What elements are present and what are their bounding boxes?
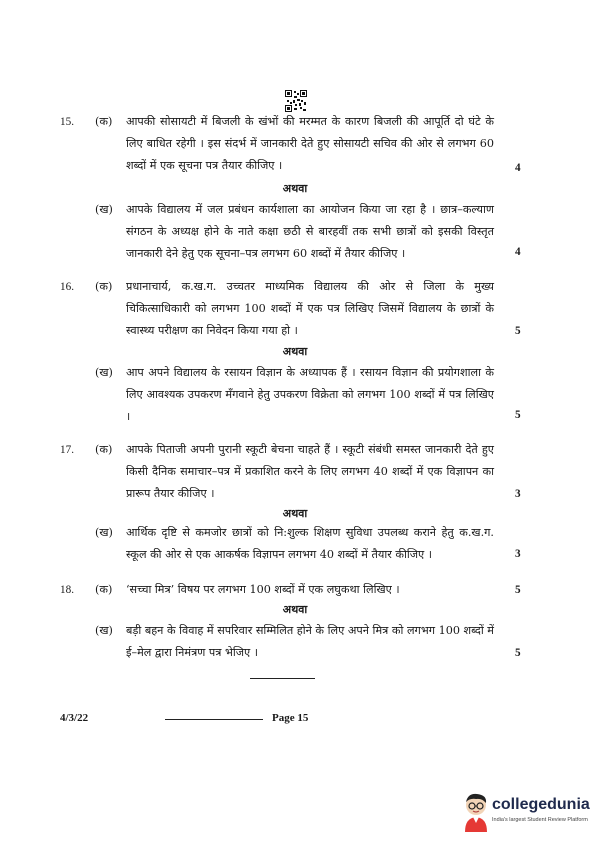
question-17 bbox=[60, 439, 530, 569]
question-18 bbox=[60, 579, 530, 669]
marks: 5 bbox=[515, 409, 521, 421]
question-text: आपकी सोसायटी में बिजली के खंभों की मरम्मत के कारण बिजली की आपूर्ति दो घंटे के लिए बाधित रहेगी । इस संदर्भ में जानकारी देते हुए सोसायटी सचिव की ओर से लगभग 60 शब्दों में एक सूचना पत्र तैयार कीजिए । bbox=[126, 115, 494, 172]
part-label: (क) bbox=[95, 280, 113, 293]
part-label: (ख) bbox=[95, 526, 113, 539]
question-text: आर्थिक दृष्टि से कमजोर छात्रों को नि:शुल्क शिक्षण सुविधा उपलब्ध कराने हेतु क.ख.ग. स्कूल की ओर से एक आकर्षक विज्ञापन लगभग 40 शब्दों में तैयार कीजिए । bbox=[126, 526, 494, 561]
question-text: आप अपने विद्यालय के रसायन विज्ञान के अध्यापक हैं । रसायन विज्ञान की प्रयोगशाला के लिए आवश्यक उपकरण मँगवाने हेतु उपकरण विक्रेता को लगभग 100 शब्दों में पत्र लिखिए । bbox=[126, 366, 494, 423]
question-number: 17. bbox=[60, 444, 74, 456]
qr-code bbox=[285, 90, 307, 112]
part-label: (क) bbox=[95, 583, 113, 596]
paper-code: 4/3/22 bbox=[60, 712, 89, 724]
marks: 5 bbox=[515, 647, 521, 659]
page-number: Page 15 bbox=[272, 712, 309, 724]
footer-divider bbox=[165, 719, 263, 720]
end-rule bbox=[250, 678, 315, 679]
or-label: अथवा bbox=[282, 507, 308, 520]
question-number: 16. bbox=[60, 281, 74, 293]
question-15 bbox=[60, 111, 530, 261]
marks: 4 bbox=[515, 246, 521, 258]
marks: 3 bbox=[515, 548, 521, 560]
question-text: बड़ी बहन के विवाह में सपरिवार सम्मिलित होने के लिए अपने मित्र को लगभग 100 शब्दों में ई–मेल द्वारा निमंत्रण पत्र भेजिए । bbox=[126, 624, 494, 659]
question-text: आपके पिताजी अपनी पुरानी स्कूटी बेचना चाहते हैं । स्कूटी संबंधी समस्त जानकारी देते हुए किसी दैनिक समाचार–पत्र में प्रकाशित करने के लिए लगभग 40 शब्दों में एक विज्ञापन का प्रारूप तैयार कीजिए । bbox=[126, 443, 494, 500]
or-label: अथवा bbox=[282, 345, 308, 358]
question-text: आपके विद्यालय में जल प्रबंधन कार्यशाला का आयोजन किया जा रहा है । छात्र–कल्याण संगठन के अध्यक्ष होने के नाते कक्षा छठी से बारहवीं तक सभी छात्रों को इसकी विस्तृत जानकारी देने हेतु एक सूचना–पत्र लगभग 60 शब्दों में तैयार कीजिए । bbox=[126, 203, 494, 260]
part-label: (ख) bbox=[95, 366, 113, 379]
marks: 4 bbox=[515, 162, 521, 174]
marks: 3 bbox=[515, 488, 521, 500]
part-label: (ख) bbox=[95, 203, 113, 216]
part-label: (ख) bbox=[95, 624, 113, 637]
or-label: अथवा bbox=[282, 182, 308, 195]
part-label: (क) bbox=[95, 443, 113, 456]
question-text: प्रधानाचार्य, क.ख.ग. उच्चतर माध्यमिक विद्यालय की ओर से जिला के मुख्य चिकित्साधिकारी को लगभग 100 शब्दों में एक पत्र लिखिए जिसमें विद्यालय के छात्रों के स्वास्थ्य परीक्षण का निवेदन किया गया हो । bbox=[126, 280, 494, 337]
part-label: (क) bbox=[95, 115, 113, 128]
marks: 5 bbox=[515, 325, 521, 337]
mascot-icon bbox=[462, 792, 490, 832]
question-text: ‘सच्चा मित्र’ विषय पर लगभग 100 शब्दों में एक लघुकथा लिखिए । bbox=[126, 583, 400, 596]
brand-tagline: India's largest Student Review Platform bbox=[492, 817, 588, 823]
question-number: 18. bbox=[60, 584, 74, 596]
collegedunia-logo bbox=[462, 790, 590, 834]
or-label: अथवा bbox=[282, 603, 308, 616]
question-number: 15. bbox=[60, 116, 74, 128]
marks: 5 bbox=[515, 584, 521, 596]
brand-name: collegedunia bbox=[492, 796, 590, 813]
question-16 bbox=[60, 276, 530, 426]
